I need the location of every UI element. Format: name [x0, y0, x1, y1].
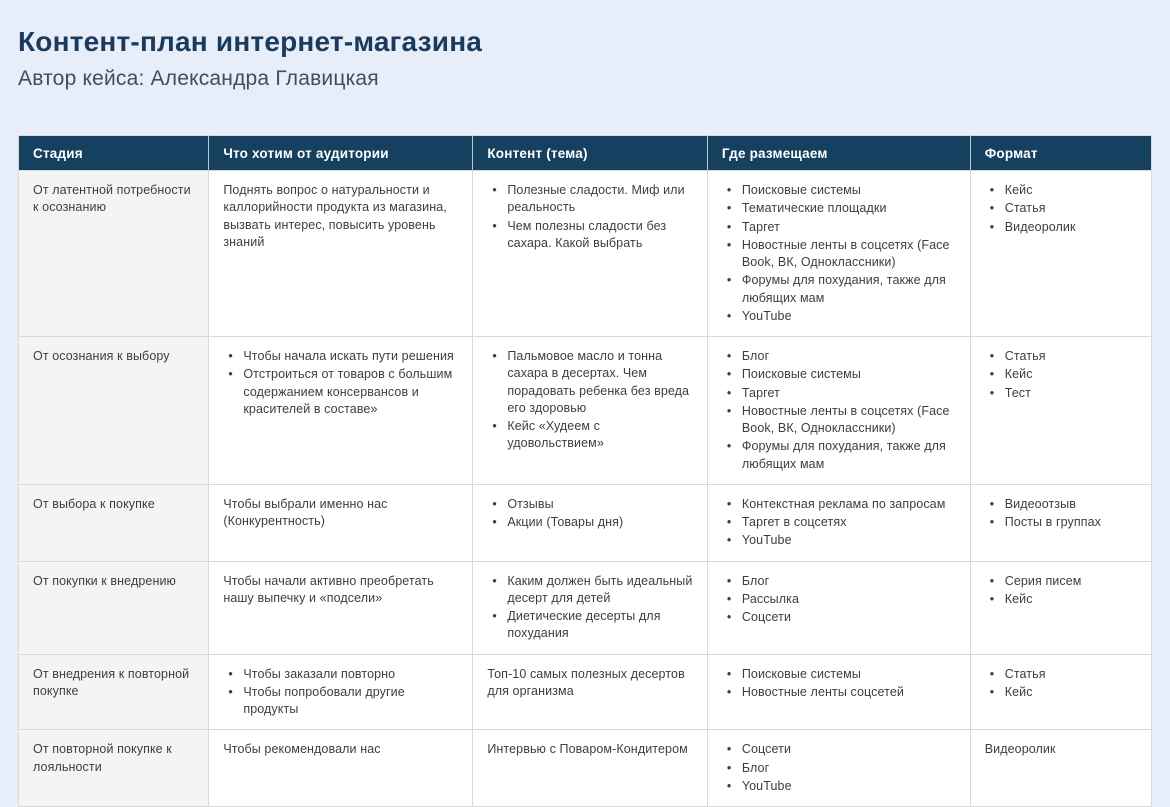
column-header-content: Контент (тема) [473, 136, 708, 171]
content-plan-table [18, 135, 1152, 807]
bullet-item: • Кейс «Худеем с удовольствием» [487, 418, 695, 453]
column-header-audience: Что хотим от аудитории [209, 136, 473, 171]
bullet-list [985, 666, 1139, 702]
column-header-format: Формат [970, 136, 1151, 171]
bullet-item: • Чтобы попробовали другие продукты [223, 684, 460, 719]
table-row [19, 171, 1152, 337]
cell-text: От выбора к покупке [33, 496, 155, 511]
bullet-item: • Кейс [985, 182, 1139, 199]
bullet-item: • Серия писем [985, 573, 1139, 590]
cell-text: Чтобы рекомендовали нас [223, 742, 381, 757]
bullet-item: • Диетические десерты для похудания [487, 608, 695, 643]
bullet-item: • Кейс [985, 591, 1139, 608]
bullet-item: • Новостные ленты в соцсетях (Face Book, ВК, Одноклассники) [722, 237, 958, 272]
bullet-list [487, 496, 695, 532]
cell-text: От внедрения к повторной покупке [33, 666, 190, 698]
bullet-list [487, 348, 695, 453]
bullet-item: • Кейс [985, 366, 1139, 383]
bullet-item: • Тематические площадки [722, 200, 958, 217]
table-row [19, 484, 1152, 561]
page-title: Контент-план интернет-магазина [18, 26, 483, 57]
table-header-row [19, 136, 1152, 171]
bullet-item: • Отзывы [487, 496, 695, 513]
bullet-item: • Форумы для похудания, также для любящих мам [722, 272, 958, 307]
cell-audience [209, 654, 473, 730]
bullet-item: • Таргет в соцсетях [722, 514, 958, 531]
bullet-list [985, 496, 1139, 532]
bullet-item: • Блог [722, 760, 958, 777]
cell-content [473, 654, 708, 730]
table-row [19, 730, 1152, 807]
bullet-item: • Поисковые системы [722, 182, 958, 199]
cell-placement [707, 337, 970, 485]
cell-audience [209, 171, 473, 337]
cell-text: От покупки к внедрению [33, 573, 177, 588]
cell-audience [209, 561, 473, 654]
table-row [19, 561, 1152, 654]
cell-audience [209, 337, 473, 485]
bullet-item: • Полезные сладости. Миф или реальность [487, 182, 695, 217]
cell-format [970, 561, 1151, 654]
cell-content [473, 484, 708, 561]
cell-text: Поднять вопрос о натуральности и каллорийности продукта из магазина, вызвать интерес, повысить уровень знаний [223, 183, 447, 249]
table-row [19, 337, 1152, 485]
bullet-item: • Посты в группах [985, 514, 1139, 531]
bullet-list [223, 666, 460, 719]
bullet-item: • Видеоролик [985, 219, 1139, 236]
bullet-list [722, 666, 958, 702]
bullet-item: • Соцсети [722, 741, 958, 758]
bullet-item: • Таргет [722, 385, 958, 402]
cell-stage [19, 484, 209, 561]
bullet-list [487, 182, 695, 252]
bullet-item: • Блог [722, 573, 958, 590]
cell-audience [209, 484, 473, 561]
bullet-item: • Соцсети [722, 609, 958, 626]
cell-content [473, 337, 708, 485]
cell-text: Чтобы выбрали именно нас (Конкурентность) [223, 496, 388, 529]
bullet-list [722, 573, 958, 627]
cell-content [473, 561, 708, 654]
bullet-item: • Видеоотзыв [985, 496, 1139, 513]
bullet-item: • Отстроиться от товаров с большим содержанием консервансов и красителей в составе» [223, 366, 460, 418]
bullet-item: • Пальмовое масло и тонна сахара в десертах. Чем порадовать ребенка без вреда его здоровью [487, 348, 695, 417]
bullet-list [722, 496, 958, 550]
cell-content [473, 171, 708, 337]
cell-stage [19, 337, 209, 485]
cell-stage [19, 730, 209, 807]
bullet-item: • Поисковые системы [722, 666, 958, 683]
bullet-item: • Поисковые системы [722, 366, 958, 383]
cell-placement [707, 171, 970, 337]
bullet-list [223, 348, 460, 418]
bullet-item: • Блог [722, 348, 958, 365]
bullet-list [722, 741, 958, 795]
cell-text: Интервью с Поваром-Кондитером [487, 742, 688, 757]
bullet-list [722, 348, 958, 473]
cell-placement [707, 730, 970, 807]
bullet-item: • Рассылка [722, 591, 958, 608]
bullet-item: • Кейс [985, 684, 1139, 701]
bullet-item: • Новостные ленты соцсетей [722, 684, 958, 701]
bullet-item: • YouTube [722, 532, 958, 549]
bullet-item: • Таргет [722, 219, 958, 236]
bullet-item: • Форумы для похудания, также для любящих мам [722, 438, 958, 473]
bullet-item: • Каким должен быть идеальный десерт для детей [487, 573, 695, 608]
bullet-list [722, 182, 958, 325]
bullet-item: • Статья [985, 666, 1139, 683]
cell-text: Чтобы начали активно преобретать нашу выпечку и «подсели» [223, 573, 434, 605]
bullet-list [985, 573, 1139, 609]
bullet-item: • Тест [985, 385, 1139, 402]
cell-text: От повторной покупке к лояльности [33, 742, 172, 774]
cell-text: От осознания к выбору [33, 349, 170, 364]
cell-format [970, 654, 1151, 730]
bullet-item: • Контекстная реклама по запросам [722, 496, 958, 513]
cell-format [970, 337, 1151, 485]
bullet-list [487, 573, 695, 643]
cell-format [970, 171, 1151, 337]
page-subtitle: Автор кейса: Александра Главицкая [18, 67, 379, 91]
cell-content [473, 730, 708, 807]
bullet-item: • Чтобы заказали повторно [223, 666, 460, 683]
cell-placement [707, 561, 970, 654]
cell-text: Видеоролик [984, 742, 1056, 757]
cell-stage [19, 171, 209, 337]
bullet-item: • Чем полезны сладости без сахара. Какой выбрать [487, 218, 695, 253]
bullet-item: • Статья [985, 348, 1139, 365]
cell-stage [19, 654, 209, 730]
cell-placement [707, 484, 970, 561]
cell-text: От латентной потребности к осознанию [33, 183, 191, 215]
table-header [19, 136, 1152, 171]
cell-format [970, 484, 1151, 561]
cell-placement [707, 654, 970, 730]
bullet-item: • Чтобы начала искать пути решения [223, 348, 460, 365]
bullet-item: • YouTube [722, 778, 958, 795]
bullet-list [985, 182, 1139, 236]
bullet-item: • YouTube [722, 308, 958, 325]
cell-format [970, 730, 1151, 807]
bullet-item: • Статья [985, 200, 1139, 217]
cell-audience [209, 730, 473, 807]
bullet-item: • Новостные ленты в соцсетях (Face Book, ВК, Одноклассники) [722, 403, 958, 438]
bullet-item: • Акции (Товары дня) [487, 514, 695, 531]
cell-stage [19, 561, 209, 654]
table-body [19, 171, 1152, 807]
column-header-placement: Где размещаем [707, 136, 970, 171]
table-row [19, 654, 1152, 730]
cell-text: Топ-10 самых полезных десертов для организма [487, 666, 685, 698]
column-header-stage: Стадия [19, 136, 209, 171]
bullet-list [985, 348, 1139, 402]
